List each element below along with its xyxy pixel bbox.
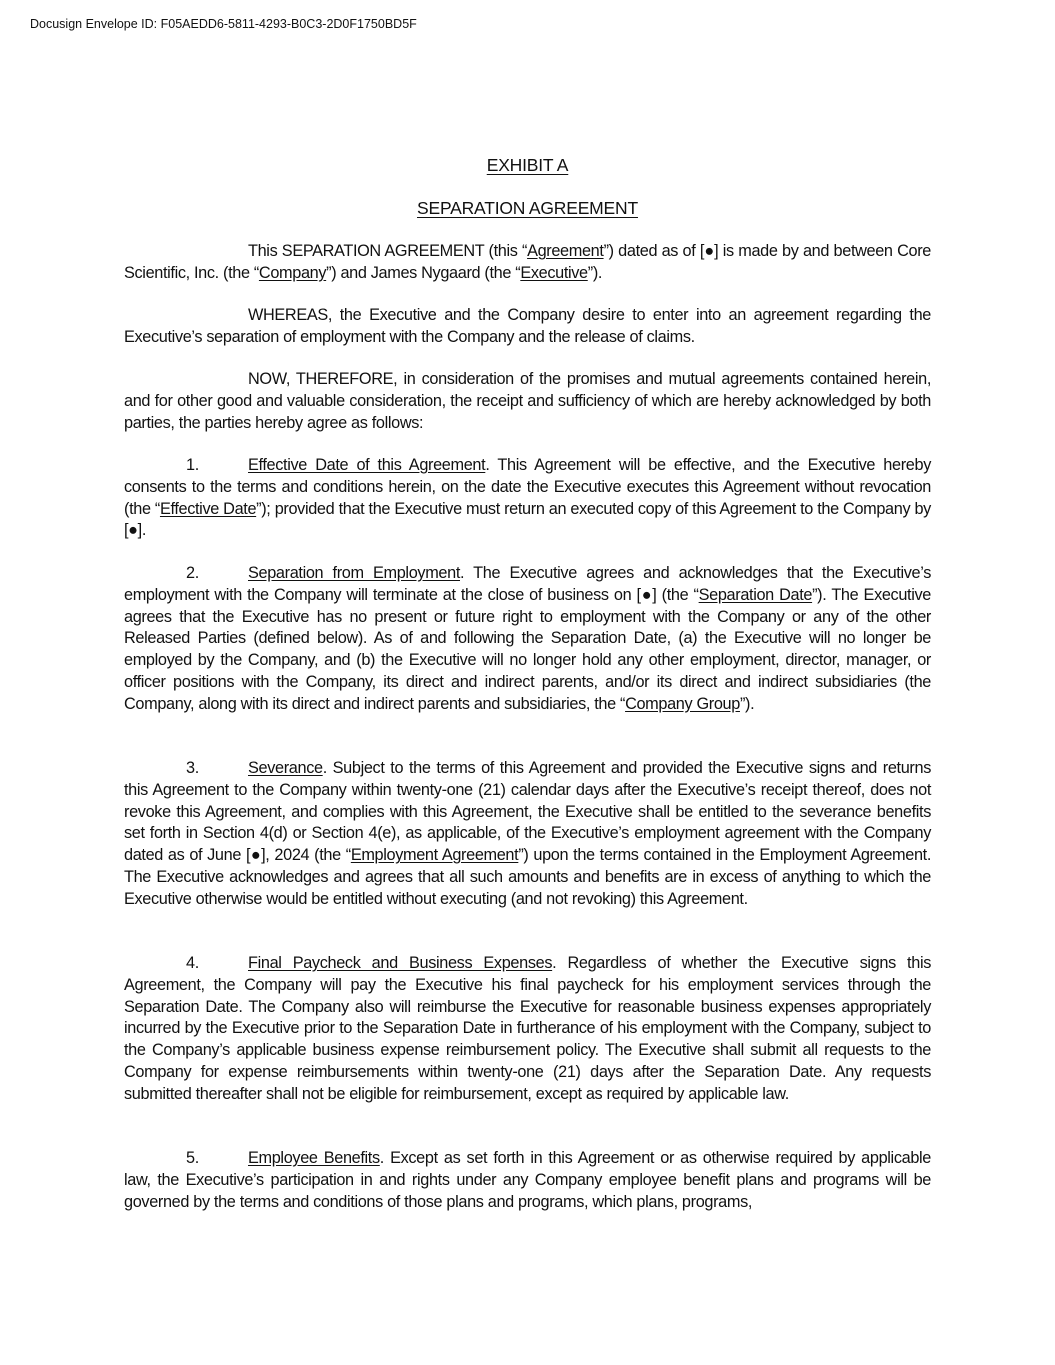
- text-run: ”) dated as of [●] is made by and between Core Scientific, Inc. (the “: [124, 242, 931, 282]
- section-4-final-paycheck: [124, 953, 931, 1106]
- exhibit-title-text: EXHIBIT A: [486, 155, 569, 175]
- defined-term: Company Group: [625, 694, 740, 713]
- whereas-paragraph: [124, 305, 931, 349]
- text-run: ”).: [739, 694, 755, 713]
- text-run: . The Executive agrees and acknowledges that the Executive’s employment with the Company will terminate at the close of business on [●] (the “: [124, 564, 932, 604]
- text-run: . Subject to the terms of this Agreement and provided the Executive signs and returns this Agreement to the Company within twenty-one (21) calendar days after the Executive’s receipt thereof, does not revoke this Agreement, and complies with this Agreement, the Executive shall be entitled to the severance benefits set forth in Section 4(d) or Section 4(e), as applicable, of the Executive’s employment agreement with the Company dated as of June [●], 2024 (the “: [124, 759, 931, 865]
- text-run: NOW, THEREFORE, in consideration of the promises and mutual agreements contained herein, and for other good and valuable consideration, the receipt and sufficiency of which are hereby acknowledged by both parties, the parties hereby agree as follows:: [124, 370, 931, 432]
- text-run: This SEPARATION AGREEMENT (this “: [248, 242, 528, 260]
- defined-term: Final Paycheck and Business Expenses: [248, 954, 553, 972]
- text-run: ”); provided that the Executive must return an executed copy of this Agreement to the Company by [●].: [124, 499, 931, 540]
- defined-term: Agreement: [527, 242, 604, 260]
- text-run: . Regardless of whether the Executive signs this Agreement, the Company will pay the Executive his final paycheck for his employment services through the Separation Date. The Company also will reimburse the Executive for reasonable business expenses appropriately incurred by the Executive prior to the Separation Date in furtherance of his employment with the Company, subject to the Company’s applicable business expense reimbursement policy. The Executive shall submit all requests to the Company for expense reimbursements within twenty-one (21) days after the Separation Date. Any requests submitted thereafter shall not be eligible for reimbursement, except as required by applicable law.: [124, 954, 931, 1103]
- text-run: . Except as set forth in this Agreement or as otherwise required by applicable law, the Executive’s participation in and rights under any Company employee benefit plans and programs will be governed by the terms and conditions of those plans and programs, which plans, programs,: [124, 1149, 931, 1211]
- agreement-title-text: SEPARATION AGREEMENT: [417, 198, 638, 218]
- text-run: ”) and James Nygaard (the “: [326, 263, 521, 282]
- defined-term: Effective Date of this Agreement: [248, 456, 486, 474]
- defined-term: Separation Date: [698, 585, 813, 604]
- intro-paragraph: [124, 241, 931, 285]
- section-number: 4.: [186, 954, 199, 972]
- section-number: 1.: [186, 456, 199, 474]
- text-run: ”).: [587, 263, 603, 282]
- agreement-title: [124, 198, 931, 220]
- text-run: ”) upon the terms contained in the Employment Agreement. The Executive acknowledges and agrees that all such amounts and benefits are in excess of anything to which the Executive otherwise would be entitled without executing (and not revoking) this Agreement.: [124, 846, 931, 908]
- section-number: 5.: [186, 1149, 199, 1167]
- section-number: 3.: [186, 759, 199, 777]
- defined-term: Employment Agreement: [350, 846, 519, 865]
- defined-term: Executive: [520, 263, 588, 282]
- section-1-effective-date: [124, 455, 931, 542]
- section-5-employee-benefits: [124, 1148, 931, 1213]
- defined-term: Employee Benefits: [248, 1149, 380, 1167]
- now-therefore-paragraph: [124, 369, 931, 434]
- defined-term: Effective Date: [159, 499, 257, 518]
- defined-term: Separation from Employment: [248, 564, 460, 582]
- section-2-separation: [124, 563, 931, 716]
- defined-term: Company: [258, 263, 327, 282]
- text-run: . This Agreement will be effective, and the Executive hereby consents to the terms and conditions herein, on the date the Executive executes this Agreement without revocation (the “: [124, 456, 931, 518]
- docusign-envelope-id: Docusign Envelope ID: F05AEDD6-5811-4293-B0C3-2D0F1750BD5F: [30, 17, 417, 31]
- exhibit-title: [124, 155, 931, 177]
- section-number: 2.: [186, 564, 199, 582]
- section-3-severance: [124, 758, 931, 911]
- text-run: WHEREAS, the Executive and the Company desire to enter into an agreement regarding the Executive’s separation of employment with the Company and the release of claims.: [124, 306, 931, 346]
- text-run: ”). The Executive agrees that the Executive has no present or future right to employment with the Company or any of the other Released Parties (defined below). As of and following the Separation Date, (a) the Executive will no longer be employed by the Company, and (b) the Executive will no longer hold any other employment, director, manager, or officer positions with the Company, its direct and indirect parents, and/or its direct and indirect subsidiaries (the Company, along with its direct and indirect parents and subsidiaries, the “: [124, 585, 931, 713]
- defined-term: Severance: [248, 759, 323, 777]
